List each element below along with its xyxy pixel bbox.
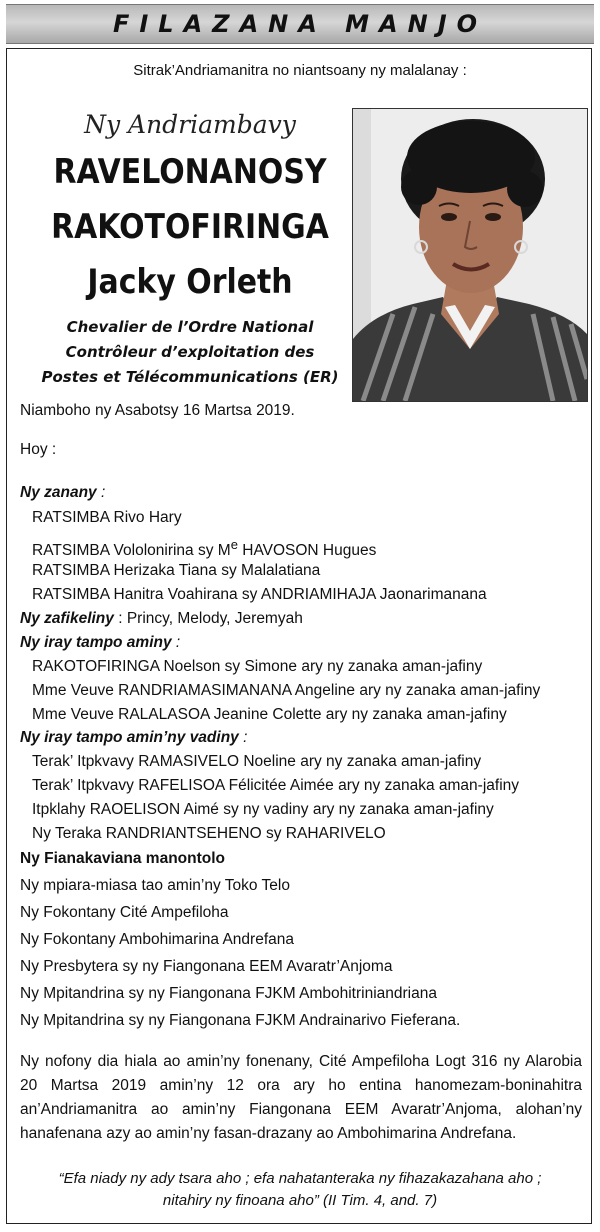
grandchildren-line: [20, 610, 303, 628]
children-heading: [20, 484, 105, 502]
intro-line: Sitrak’Andriamanitra no niantsoany ny malalanay :: [133, 62, 467, 79]
sibling-item: Mme Veuve RALALASOA Jeanine Colette ary ny zanaka aman-jafiny: [32, 706, 507, 723]
families-heading: Ny Fianakaviana manontolo: [20, 850, 225, 867]
children-label: Ny zanany: [20, 484, 97, 501]
family-item: Ny Mpitandrina sy ny Fiangonana FJKM Andrainarivo Fieferana.: [20, 1012, 461, 1029]
family-item: Ny Presbytera sy ny Fiangonana EEM Avaratr’Anjoma: [20, 958, 393, 975]
spouse-sibling-item: Terak’ Itpkvavy RAFELISOA Félicitée Aimée ary ny zanaka aman-jafiny: [32, 777, 520, 794]
siblings-heading: [20, 634, 180, 652]
grandchildren-names: : Princy, Melody, Jeremyah: [113, 610, 303, 627]
child-item-tail: HAVOSON Hugues: [237, 542, 377, 560]
title-line-2: Contrôleur d’exploitation des: [65, 343, 315, 361]
spouse-siblings-heading: [20, 729, 247, 747]
name-line-2: RAKOTOFIRINGA: [51, 207, 329, 247]
title-line-3: Postes et Télécommunications (ER): [41, 368, 339, 386]
name-line-3: Jacky Orleth: [87, 262, 293, 302]
superscript-e: e: [230, 537, 238, 552]
children-colon: :: [96, 484, 106, 501]
name-line-1: RAVELONANOSY: [53, 152, 327, 192]
spouse-siblings-label: Ny iray tampo amin’ny vadiny: [20, 729, 239, 746]
funeral-paragraph: Ny nofony dia hiala ao amin’ny fonenany, Cité Ampefiloha Logt 316 ny Alarobia 20 Martsa 2019 amin’ny 12 ora ary ho entina hanomezam-boninahitra an’Andriamanitra ao amin’ny Fiangonana EEM Avaratr’Anjoma, alohan’ny hanafenana azy ao amin’ny fasan-drazany ao Ambohimarina Andrefana.: [20, 1053, 582, 1142]
spouse-sibling-item: Itpklahy RAOELISON Aimé sy ny vadiny ary ny zanaka aman-jafiny: [32, 801, 494, 818]
death-date: Niamboho ny Asabotsy 16 Martsa 2019.: [20, 402, 295, 419]
child-item: RATSIMBA Herizaka Tiana sy Malalatiana: [32, 562, 321, 579]
bible-quote: [20, 1168, 580, 1212]
quote-line-2: nitahiry ny finoana aho” (II Tim. 4, and. 7): [162, 1192, 438, 1209]
spouse-sibling-item: Ny Teraka RANDRIANTSEHENO sy RAHARIVELO: [32, 825, 386, 842]
siblings-label: Ny iray tampo aminy: [20, 634, 172, 651]
spouse-siblings-colon: :: [238, 729, 248, 746]
hoy-label: Hoy :: [20, 441, 57, 458]
family-item: Ny Fokontany Ambohimarina Andrefana: [20, 931, 294, 948]
child-item: RATSIMBA Hanitra Voahirana sy ANDRIAMIHAJA Jaonarimanana: [32, 586, 487, 603]
grandchildren-label: Ny zafikeliny: [20, 610, 114, 627]
spouse-sibling-item: Terak’ Itpkvavy RAMASIVELO Noeline ary ny zanaka aman-jafiny: [32, 753, 482, 770]
siblings-colon: :: [171, 634, 181, 651]
header-banner: FILAZANA MANJO: [6, 4, 594, 44]
child-item: RATSIMBA Rivo Hary: [32, 509, 182, 526]
portrait-photo: [352, 108, 588, 402]
child-item: [32, 537, 376, 560]
family-item: Ny mpiara-miasa tao amin’ny Toko Telo: [20, 877, 290, 894]
title-line-1: Chevalier de l’Ordre National: [66, 318, 314, 336]
family-item: Ny Fokontany Cité Ampefiloha: [20, 904, 229, 921]
sibling-item: RAKOTOFIRINGA Noelson sy Simone ary ny zanaka aman-jafiny: [32, 658, 483, 675]
quote-line-1: “Efa niady ny ady tsara aho ; efa nahatanteraka ny fihazakazahana aho ;: [58, 1170, 542, 1187]
portrait-illustration: [353, 109, 587, 401]
sibling-item: Mme Veuve RANDRIAMASIMANANA Angeline ary ny zanaka aman-jafiny: [32, 682, 541, 699]
child-item-text: RATSIMBA Vololonirina sy M: [32, 542, 231, 560]
honorific: Ny Andriambavy: [84, 110, 296, 139]
family-item: Ny Mpitandrina sy ny Fiangonana FJKM Ambohitriniandriana: [20, 985, 437, 1002]
